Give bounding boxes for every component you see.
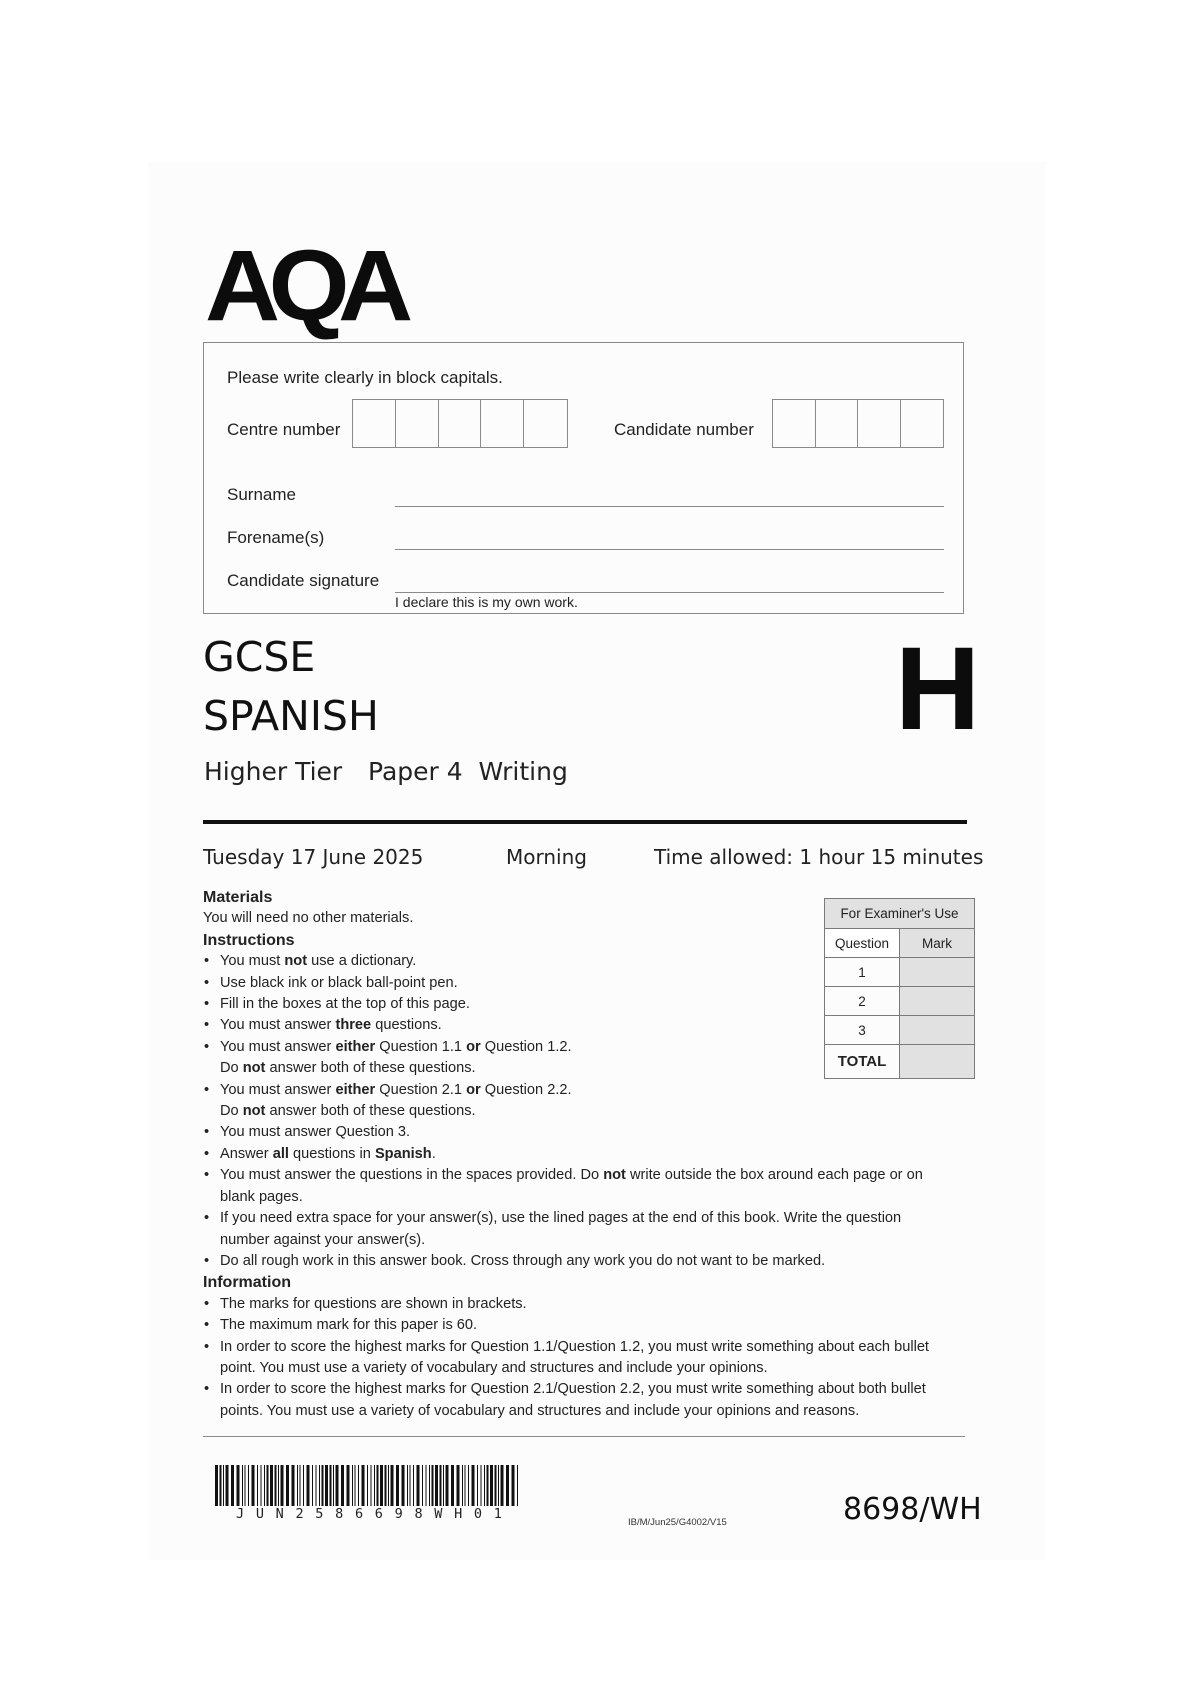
barcode-bar xyxy=(330,1465,332,1506)
barcode-bar xyxy=(325,1465,328,1506)
barcode-bar xyxy=(417,1465,420,1506)
barcode-bar xyxy=(278,1465,279,1506)
signature-field[interactable] xyxy=(395,592,944,593)
heading-divider xyxy=(203,820,967,824)
barcode-bar xyxy=(267,1465,269,1506)
exam-session: Morning xyxy=(506,845,587,869)
barcode-bar xyxy=(248,1465,249,1506)
candidate-digit-box[interactable] xyxy=(858,400,901,447)
declaration-text: I declare this is my own work. xyxy=(395,594,578,610)
barcode-bar xyxy=(347,1465,350,1506)
barcode-bar xyxy=(472,1465,475,1506)
instruction-item: • You must answer Question 3. xyxy=(203,1122,973,1143)
barcode-bar xyxy=(355,1465,356,1506)
barcode-bar xyxy=(426,1465,427,1506)
aqa-logo: AQA xyxy=(205,230,402,342)
examiners-use-title: For Examiner's Use xyxy=(825,899,975,929)
instruction-item: • You must answer either Question 2.1 or Question 2.2. Do not answer both of these questions. xyxy=(203,1080,973,1123)
question-column-header: Question xyxy=(825,929,900,958)
tier-letter: H xyxy=(895,623,981,755)
barcode-bar xyxy=(432,1465,434,1506)
candidate-digit-box[interactable] xyxy=(816,400,859,447)
barcode-bar xyxy=(367,1465,368,1506)
surname-label: Surname xyxy=(227,485,296,504)
centre-number-field[interactable] xyxy=(352,399,568,448)
barcode-bar xyxy=(374,1465,375,1506)
barcode-bar xyxy=(517,1465,518,1506)
barcode-bar xyxy=(446,1465,449,1506)
barcode-bar xyxy=(307,1465,310,1506)
instructions-heading: Instructions xyxy=(203,931,295,949)
barcode-bar xyxy=(477,1465,478,1506)
barcode-bar xyxy=(391,1465,394,1506)
barcode-bar xyxy=(312,1465,313,1506)
barcode-bar xyxy=(215,1465,218,1506)
barcode-bar xyxy=(242,1465,243,1506)
total-label: TOTAL xyxy=(825,1045,900,1079)
barcode-bar xyxy=(257,1465,258,1506)
barcode-bar xyxy=(245,1465,246,1506)
instruction-item: • Answer all questions in Spanish. xyxy=(203,1144,973,1165)
barcode-bar xyxy=(336,1465,339,1506)
barcode-bar xyxy=(498,1465,499,1506)
footer-divider xyxy=(203,1436,965,1437)
barcode-bar xyxy=(286,1465,289,1506)
barcode-bar xyxy=(462,1465,463,1506)
centre-digit-box[interactable] xyxy=(524,400,567,447)
candidate-number-field[interactable] xyxy=(772,399,944,448)
candidate-number-label: Candidate number xyxy=(614,420,754,439)
information-item: • In order to score the highest marks for Question 2.1/Question 2.2, you must write something about both bullet points. You must use a variety of vocabulary and structures and include your opinions and reasons. xyxy=(203,1379,973,1422)
barcode-bar xyxy=(377,1465,379,1506)
block-capitals-instruction: Please write clearly in block capitals. xyxy=(227,368,503,387)
barcode-bar xyxy=(410,1465,411,1506)
barcode-bar xyxy=(487,1465,489,1506)
instruction-item: • Use black ink or black ball-point pen. xyxy=(203,973,973,994)
tier-label: Higher Tier xyxy=(204,757,343,786)
barcode-bar xyxy=(292,1465,295,1506)
barcode-bar xyxy=(407,1465,408,1506)
barcode-bar xyxy=(396,1465,399,1506)
question-number-cell: 3 xyxy=(825,1016,900,1045)
barcode xyxy=(213,1465,523,1506)
subject-title: SPANISH xyxy=(203,692,379,740)
barcode-bar xyxy=(264,1465,265,1506)
barcode-bar xyxy=(457,1465,460,1506)
signature-label: Candidate signature xyxy=(227,571,380,590)
question-number-cell: 1 xyxy=(825,958,900,987)
barcode-bar xyxy=(316,1465,317,1506)
barcode-bar xyxy=(413,1465,414,1506)
barcode-bar xyxy=(451,1465,454,1506)
candidate-digit-box[interactable] xyxy=(773,400,816,447)
forenames-field[interactable] xyxy=(395,549,944,550)
barcode-bar xyxy=(371,1465,372,1506)
centre-digit-box[interactable] xyxy=(353,400,396,447)
instruction-item: • You must answer the questions in the spaces provided. Do not write outside the box around each page or on blank pages. xyxy=(203,1165,973,1208)
barcode-bar xyxy=(341,1465,344,1506)
barcode-bar xyxy=(443,1465,444,1506)
candidate-digit-box[interactable] xyxy=(901,400,943,447)
information-item: • The marks for questions are shown in brackets. xyxy=(203,1294,973,1315)
mark-cell xyxy=(900,987,975,1016)
barcode-bar xyxy=(481,1465,482,1506)
barcode-bar xyxy=(435,1465,438,1506)
barcode-bar xyxy=(270,1465,273,1506)
mark-column-header: Mark xyxy=(900,929,975,958)
mark-cell xyxy=(900,958,975,987)
barcode-bar xyxy=(223,1465,224,1506)
total-mark-cell xyxy=(900,1045,975,1079)
barcode-bar xyxy=(281,1465,284,1506)
information-item: • In order to score the highest marks for Question 1.1/Question 1.2, you must write something about each bullet point. You must use a variety of vocabulary and structures and include your opinions. xyxy=(203,1337,973,1380)
paper-reference: IB/M/Jun25/G4002/V15 xyxy=(628,1517,727,1528)
barcode-bar xyxy=(261,1465,262,1506)
barcode-bar xyxy=(380,1465,383,1506)
barcode-bar xyxy=(512,1465,515,1506)
barcode-text: JUN2586698WH01 xyxy=(236,1506,514,1522)
barcode-bar xyxy=(237,1465,240,1506)
barcode-bar xyxy=(484,1465,485,1506)
surname-field[interactable] xyxy=(395,506,944,507)
barcode-bar xyxy=(252,1465,255,1506)
barcode-bar xyxy=(440,1465,442,1506)
barcode-bar xyxy=(220,1465,222,1506)
barcode-bar xyxy=(297,1465,298,1506)
barcode-bar xyxy=(501,1465,504,1506)
exam-date: Tuesday 17 June 2025 xyxy=(203,845,424,869)
barcode-bar xyxy=(402,1465,405,1506)
barcode-bar xyxy=(358,1465,359,1506)
paper-label: Paper 4 Writing xyxy=(368,757,568,786)
instruction-item: • You must answer either Question 1.1 or Question 1.2. Do not answer both of these questions. xyxy=(203,1037,973,1080)
instruction-item: • Fill in the boxes at the top of this page. xyxy=(203,994,973,1015)
question-number-cell: 2 xyxy=(825,987,900,1016)
paper-code: 8698/WH xyxy=(843,1492,982,1527)
forenames-label: Forename(s) xyxy=(227,528,325,547)
barcode-bar xyxy=(319,1465,320,1506)
mark-cell xyxy=(900,1016,975,1045)
barcode-bar xyxy=(300,1465,301,1506)
barcode-bar xyxy=(362,1465,365,1506)
barcode-bar xyxy=(468,1465,469,1506)
information-item: • The maximum mark for this paper is 60. xyxy=(203,1315,973,1336)
barcode-bar xyxy=(495,1465,497,1506)
barcode-bar xyxy=(333,1465,334,1506)
information-heading: Information xyxy=(203,1274,291,1292)
centre-digit-box[interactable] xyxy=(481,400,524,447)
centre-digit-box[interactable] xyxy=(396,400,439,447)
instruction-item: • Do all rough work in this answer book. Cross through any work you do not want to be marked. xyxy=(203,1251,973,1272)
examiners-use-table xyxy=(824,898,975,1079)
barcode-bar xyxy=(506,1465,509,1506)
barcode-bar xyxy=(322,1465,324,1506)
barcode-bar xyxy=(388,1465,389,1506)
instruction-item: • If you need extra space for your answer(s), use the lined pages at the end of this book. Write the question number against your answer(s). xyxy=(203,1208,973,1251)
barcode-bar xyxy=(490,1465,493,1506)
barcode-bar xyxy=(352,1465,353,1506)
qualification-title: GCSE xyxy=(203,633,316,681)
materials-heading: Materials xyxy=(203,889,273,906)
instruction-item: • You must answer three questions. xyxy=(203,1015,973,1036)
information-list xyxy=(203,1294,973,1422)
materials-text: You will need no other materials. xyxy=(203,910,414,927)
barcode-bar xyxy=(226,1465,229,1506)
barcode-bar xyxy=(275,1465,277,1506)
instruction-item: • You must not use a dictionary. xyxy=(203,951,973,972)
barcode-bar xyxy=(429,1465,430,1506)
barcode-bar xyxy=(422,1465,423,1506)
barcode-bar xyxy=(465,1465,466,1506)
centre-digit-box[interactable] xyxy=(439,400,482,447)
centre-number-label: Centre number xyxy=(227,420,341,439)
barcode-bar xyxy=(303,1465,304,1506)
candidate-details-box xyxy=(203,342,964,614)
time-allowed: Time allowed: 1 hour 15 minutes xyxy=(654,845,984,869)
barcode-bar xyxy=(385,1465,387,1506)
barcode-bar xyxy=(231,1465,234,1506)
